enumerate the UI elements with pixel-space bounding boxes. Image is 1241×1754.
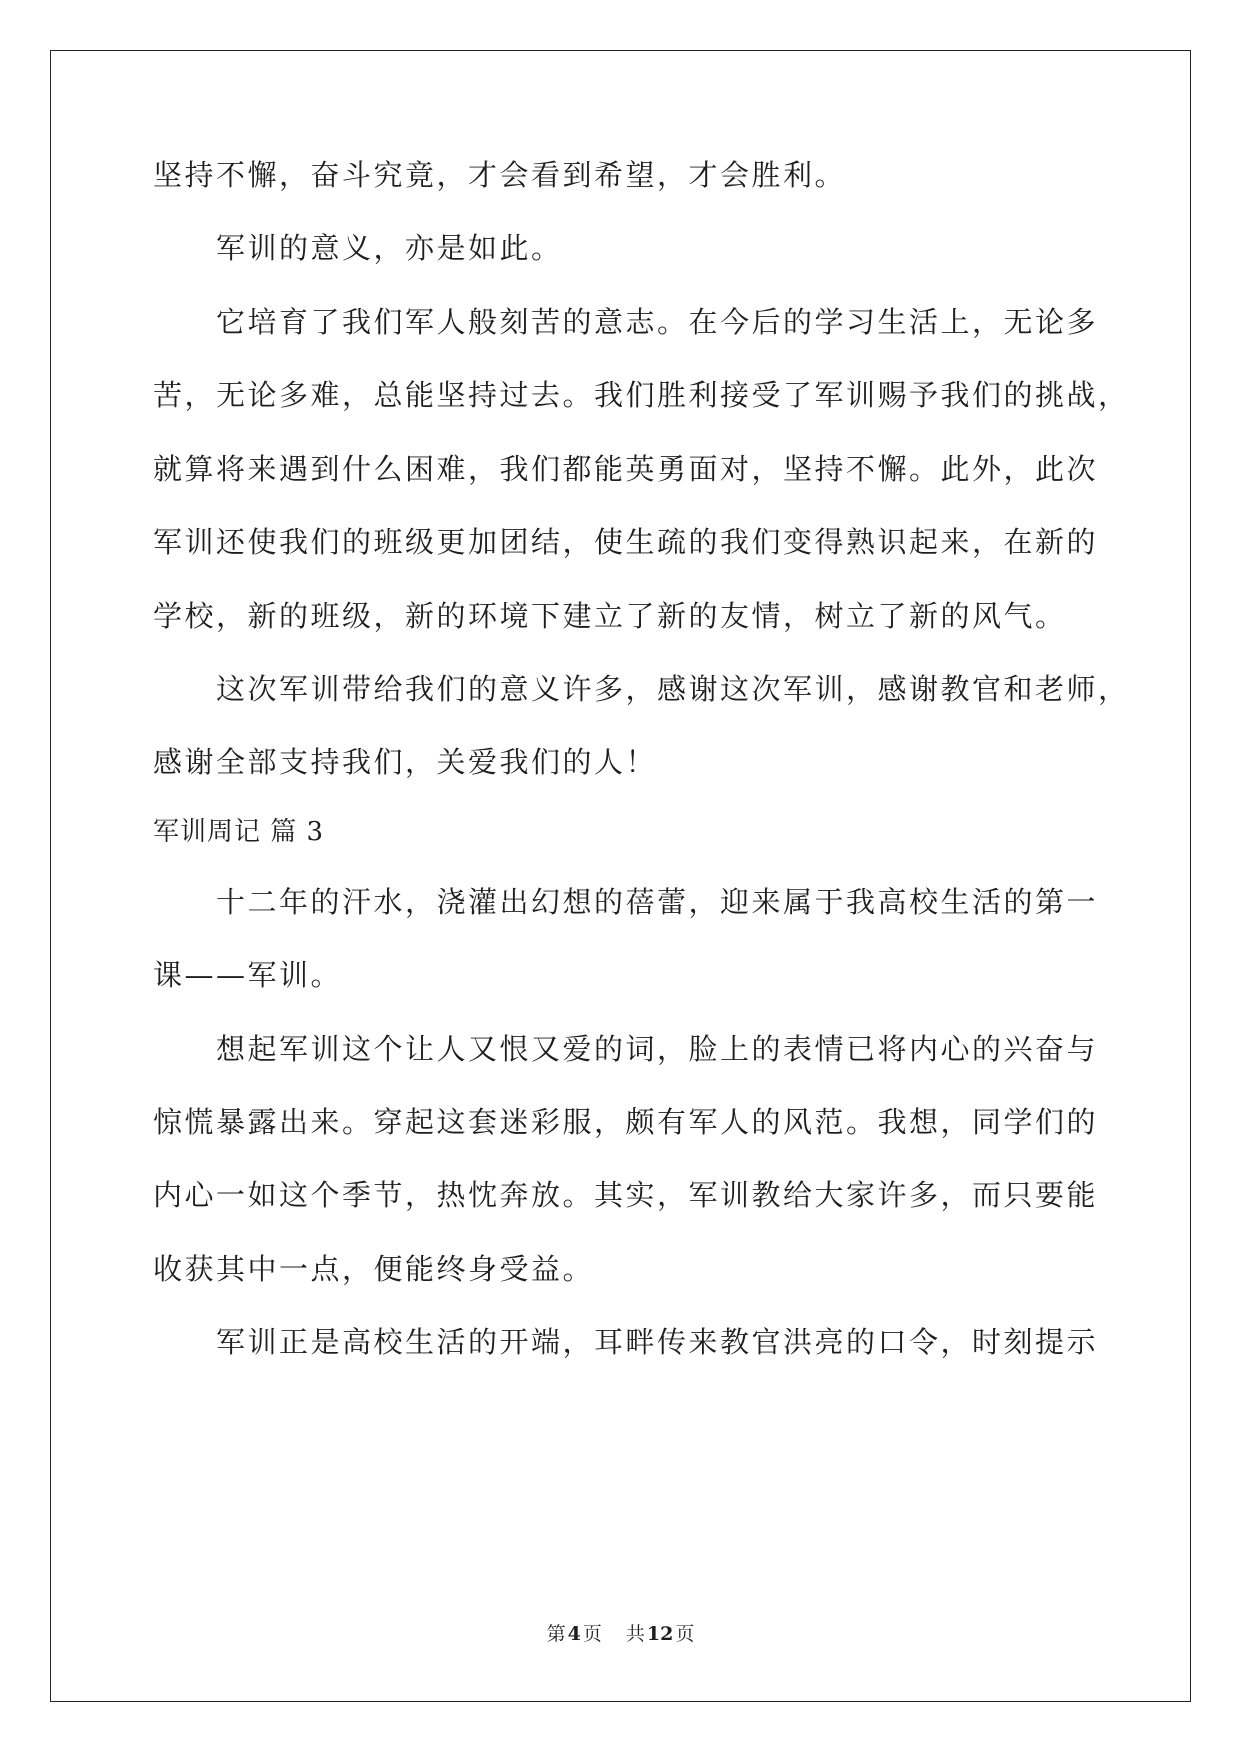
text-line: 收获其中一点，便能终身受益。 bbox=[153, 1252, 595, 1286]
text-line: 十二年的汗水，浇灌出幻想的蓓蕾，迎来属于我高校生活的第一 bbox=[216, 885, 1099, 919]
text-line: 就算将来遇到什么困难，我们都能英勇面对，坚持不懈。此外，此次 bbox=[153, 452, 1099, 486]
text-line: 课——军训。 bbox=[153, 958, 343, 992]
page-prefix: 第 bbox=[546, 1623, 566, 1645]
text-line: 军训还使我们的班级更加团结，使生疏的我们变得熟识起来，在新的 bbox=[153, 525, 1099, 559]
text-line: 惊慌暴露出来。穿起这套迷彩服，颇有军人的风范。我想，同学们的 bbox=[153, 1105, 1099, 1139]
text-line: 坚持不懈，奋斗究竟，才会看到希望，才会胜利。 bbox=[153, 158, 847, 192]
text-line: 它培育了我们军人般刻苦的意志。在今后的学习生活上，无论多 bbox=[216, 305, 1099, 339]
text-line: 苦，无论多难，总能坚持过去。我们胜利接受了军训赐予我们的挑战， bbox=[153, 378, 1130, 412]
text-line: 内心一如这个季节，热忱奔放。其实，军训教给大家许多，而只要能 bbox=[153, 1178, 1099, 1212]
total-prefix: 共 bbox=[625, 1623, 645, 1645]
text-line: 这次军训带给我们的意义许多，感谢这次军训，感谢教官和老师， bbox=[216, 672, 1130, 706]
text-line: 军训正是高校生活的开端，耳畔传来教官洪亮的口令，时刻提示 bbox=[216, 1325, 1099, 1359]
page-unit: 页 bbox=[582, 1623, 602, 1645]
page-number: 4 bbox=[567, 1623, 581, 1645]
text-line: 学校，新的班级，新的环境下建立了新的友情，树立了新的风气。 bbox=[153, 599, 1067, 633]
page-border bbox=[50, 50, 1191, 1702]
total-pages: 12 bbox=[646, 1623, 674, 1645]
text-line: 感谢全部支持我们，关爱我们的人！ bbox=[153, 745, 658, 779]
total-unit: 页 bbox=[675, 1623, 695, 1645]
page-footer bbox=[0, 1622, 1241, 1646]
section-heading: 军训周记 篇 3 bbox=[153, 817, 325, 847]
text-line: 军训的意义，亦是如此。 bbox=[216, 231, 563, 265]
text-line: 想起军训这个让人又恨又爱的词，脸上的表情已将内心的兴奋与 bbox=[216, 1032, 1099, 1066]
